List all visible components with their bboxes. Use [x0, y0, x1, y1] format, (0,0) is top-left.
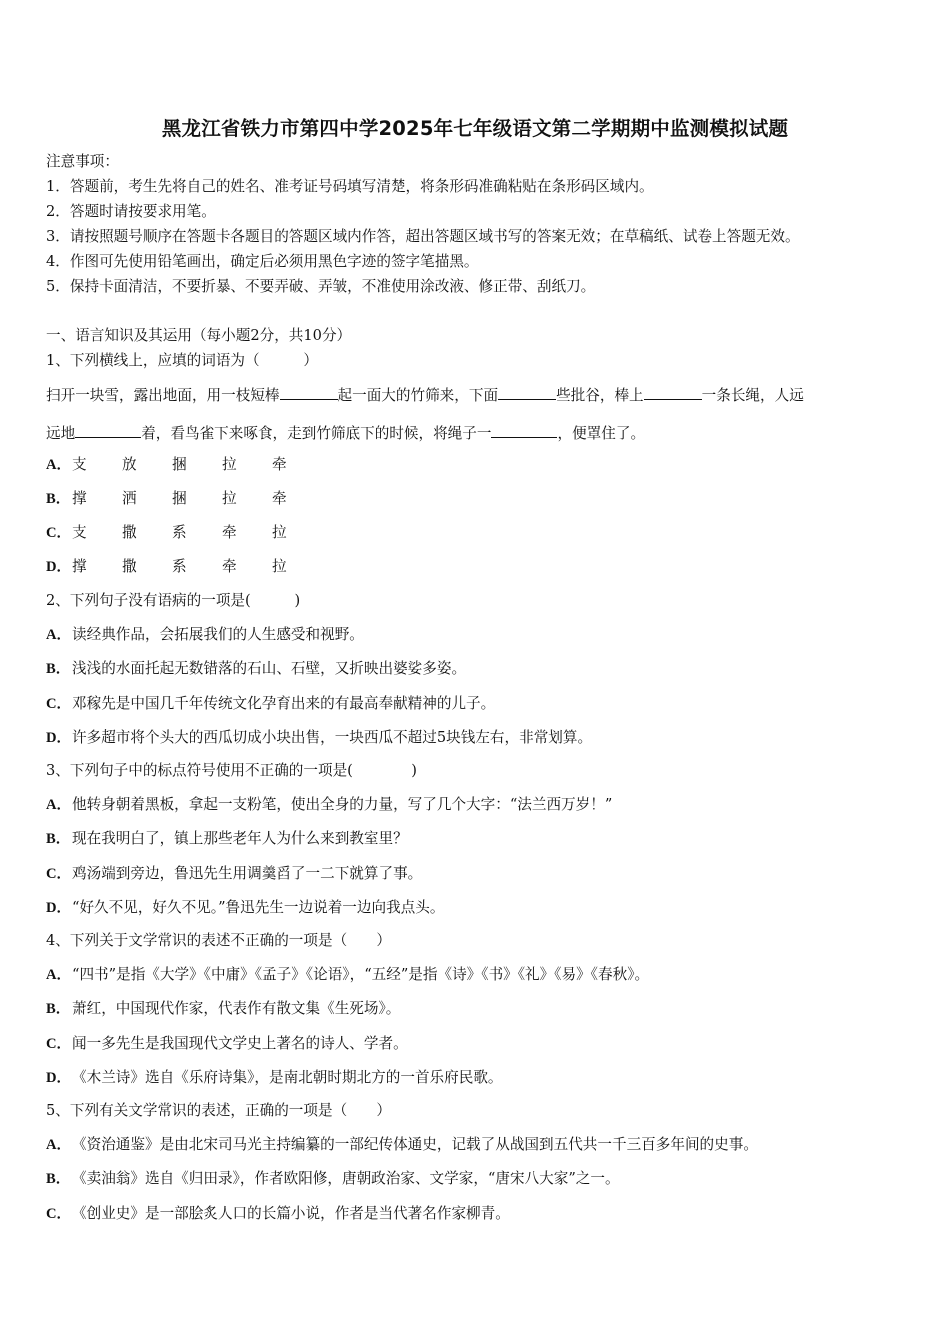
passage-text: 扫开一块雪，露出地面，用一枝短棒	[46, 387, 280, 404]
notice-heading: 注意事项：	[46, 153, 119, 170]
option-word: 拉	[222, 456, 237, 473]
option-row[interactable]	[46, 1135, 758, 1155]
option-row[interactable]	[46, 1068, 503, 1088]
option-word: 牵	[272, 456, 287, 473]
option-text: 许多超市将个头大的西瓜切成小块出售，一块西瓜不超过5块钱左右，非常划算。	[72, 729, 593, 746]
option-text: 《资治通鉴》是由北宋司马光主持编纂的一部纪传体通史，记载了从战国到五代共一千三百多年间的史事。	[72, 1136, 758, 1153]
option-word: 系	[172, 558, 187, 575]
option-row[interactable]	[46, 898, 444, 918]
option-word: 系	[172, 524, 187, 541]
notice-item: 4．作图可先使用铅笔画出，确定后必须用黑色字迹的签字笔描黑。	[46, 253, 479, 270]
option-word: 洒	[122, 490, 137, 507]
option-word: 拉	[272, 524, 287, 541]
option-word: 牵	[272, 490, 287, 507]
option-text: 邓稼先是中国几千年传统文化孕育出来的有最高奉献精神的儿子。	[72, 695, 496, 712]
option-row[interactable]	[46, 1169, 620, 1189]
option-word: 撒	[122, 524, 137, 541]
option-letter: A．	[46, 1137, 72, 1153]
option-letter: D．	[46, 900, 72, 916]
option-word: 撒	[122, 558, 137, 575]
option-row[interactable]	[46, 455, 322, 475]
option-row[interactable]	[46, 864, 422, 884]
option-row[interactable]	[46, 999, 400, 1019]
option-letter: B．	[46, 661, 71, 677]
option-letter: C．	[46, 1036, 72, 1052]
answer-blank	[498, 385, 556, 400]
passage-text: ，便罩住了。	[557, 425, 646, 442]
option-word: 牵	[222, 524, 237, 541]
question-stem: 1、下列横线上，应填的词语为（ ）	[46, 352, 318, 369]
option-row[interactable]	[46, 1204, 510, 1224]
option-letter: A．	[46, 967, 72, 983]
option-letter: B．	[46, 831, 71, 847]
passage-text: 起一面大的竹筛来，下面	[337, 387, 499, 404]
option-text: 他转身朝着黑板，拿起一支粉笔，使出全身的力量，写了几个大字：“法兰西万岁！”	[72, 796, 613, 813]
option-row[interactable]	[46, 489, 322, 509]
question-passage	[46, 385, 804, 406]
option-row[interactable]	[46, 557, 322, 577]
answer-blank	[491, 423, 557, 438]
option-row[interactable]	[46, 523, 322, 543]
option-word: 撑	[72, 490, 87, 507]
question-stem: 2、下列句子没有语病的一项是( )	[46, 592, 301, 609]
option-letter: D．	[46, 1070, 72, 1086]
option-word: 捆	[172, 490, 187, 507]
passage-text: 些批谷，棒上	[556, 387, 644, 404]
option-row[interactable]	[46, 659, 466, 679]
option-word: 捆	[172, 456, 187, 473]
question-stem: 4、下列关于文学常识的表述不正确的一项是（ ）	[46, 932, 391, 949]
answer-blank	[644, 385, 702, 400]
page-title: 黑龙江省铁力市第四中学2025年七年级语文第二学期期中监测模拟试题	[161, 117, 789, 140]
option-text: “四书”是指《大学》《中庸》《孟子》《论语》，“五经”是指《诗》《书》《礼》《易》《春秋》。	[72, 966, 650, 983]
option-row[interactable]	[46, 694, 495, 714]
passage-text: 着，看鸟雀下来啄食，走到竹筛底下的时候，将绳子一	[141, 425, 492, 442]
option-row[interactable]	[46, 795, 612, 815]
option-letter: A．	[46, 797, 72, 813]
option-text: 读经典作品，会拓展我们的人生感受和视野。	[72, 626, 364, 643]
passage-text: 一条长绳，人远	[701, 387, 804, 404]
option-row[interactable]	[46, 728, 592, 748]
option-word: 放	[122, 456, 137, 473]
option-letter: B．	[46, 1001, 71, 1017]
option-text: 闻一多先生是我国现代文学史上著名的诗人、学者。	[72, 1035, 408, 1052]
option-word: 支	[72, 456, 87, 473]
option-word: 支	[72, 524, 87, 541]
option-word: 拉	[272, 558, 287, 575]
option-row[interactable]	[46, 965, 649, 985]
passage-text: 远地	[46, 425, 76, 442]
option-letter: C．	[46, 696, 72, 712]
option-word: 牵	[222, 558, 237, 575]
option-text: 鸡汤端到旁边，鲁迅先生用调羹舀了一二下就算了事。	[72, 865, 423, 882]
notice-item: 5．保持卡面清洁，不要折暴、不要弄破、弄皱，不准使用涂改液、修正带、刮纸刀。	[46, 278, 596, 295]
option-letter: C．	[46, 525, 72, 541]
question-passage	[46, 423, 645, 444]
option-text: “好久不见，好久不见。”鲁迅先生一边说着一边向我点头。	[72, 899, 445, 916]
option-text: 现在我明白了，镇上那些老年人为什么来到教室里？	[72, 830, 408, 847]
option-text: 浅浅的水面托起无数错落的石山、石壁，又折映出婆娑多姿。	[72, 660, 467, 677]
option-word: 拉	[222, 490, 237, 507]
section-heading: 一、语言知识及其运用（每小题2分，共10分）	[46, 327, 352, 344]
option-text: 《卖油翁》选自《归田录》，作者欧阳修，唐朝政治家、文学家，“唐宋八大家”之一。	[72, 1170, 620, 1187]
option-text: 《木兰诗》选自《乐府诗集》，是南北朝时期北方的一首乐府民歌。	[72, 1069, 503, 1086]
question-stem: 5、下列有关文学常识的表述，正确的一项是（ ）	[46, 1102, 391, 1119]
option-letter: A．	[46, 627, 72, 643]
option-letter: B．	[46, 491, 71, 507]
option-text: 《创业史》是一部脍炙人口的长篇小说，作者是当代著名作家柳青。	[72, 1205, 510, 1222]
notice-item: 2．答题时请按要求用笔。	[46, 203, 216, 220]
notice-item: 1．答题前，考生先将自己的姓名、准考证号码填写清楚，将条形码准确粘贴在条形码区域内。	[46, 178, 654, 195]
option-row[interactable]	[46, 625, 364, 645]
question-stem: 3、下列句子中的标点符号使用不正确的一项是( )	[46, 762, 417, 779]
answer-blank	[75, 423, 141, 438]
option-text: 萧红，中国现代作家，代表作有散文集《生死场》。	[72, 1000, 401, 1017]
option-letter: A．	[46, 457, 72, 473]
option-letter: D．	[46, 730, 72, 746]
option-row[interactable]	[46, 1034, 408, 1054]
option-letter: C．	[46, 866, 72, 882]
option-letter: D．	[46, 559, 72, 575]
option-word: 撑	[72, 558, 87, 575]
notice-item: 3．请按照题号顺序在答题卡各题目的答题区域内作答，超出答题区域书写的答案无效；在草稿纸、试卷上答题无效。	[46, 228, 800, 245]
option-row[interactable]	[46, 829, 408, 849]
option-letter: C．	[46, 1206, 72, 1222]
option-letter: B．	[46, 1171, 71, 1187]
answer-blank	[280, 385, 338, 400]
